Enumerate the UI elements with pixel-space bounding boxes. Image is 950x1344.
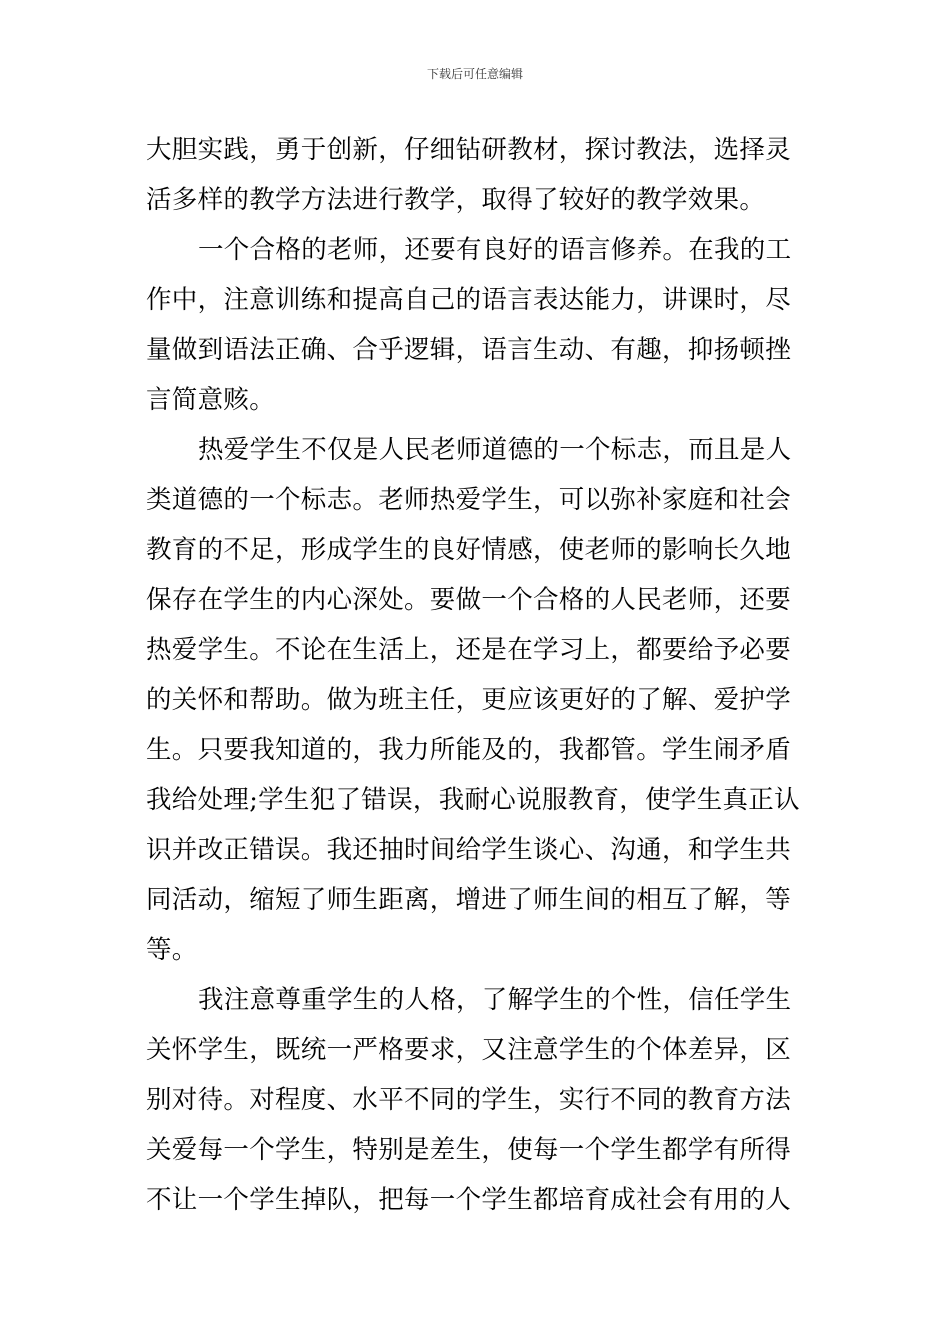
text-line: 作中，注意训练和提高自己的语言表达能力，讲课时，尽 <box>146 285 792 315</box>
text-line: 我给处理;学生犯了错误，我耐心说服教育，使学生真正认 <box>146 785 800 815</box>
text-line: 别对待。对程度、水平不同的学生，实行不同的教育方法 <box>146 1085 792 1115</box>
paragraph-first-line: 我注意尊重学生的人格，了解学生的个性，信任学生 <box>198 985 792 1015</box>
text-line: 类道德的一个标志。老师热爱学生，可以弥补家庭和社会 <box>146 485 792 515</box>
text-line: 活多样的教学方法进行教学，取得了较好的教学效果。 <box>146 185 766 215</box>
text-line: 不让一个学生掉队，把每一个学生都培育成社会有用的人 <box>146 1185 792 1215</box>
paragraph-first-line: 一个合格的老师，还要有良好的语言修养。在我的工 <box>198 235 792 265</box>
text-line: 保存在学生的内心深处。要做一个合格的人民老师，还要 <box>146 585 792 615</box>
body-text <box>146 125 808 1225</box>
text-line: 同活动，缩短了师生距离，增进了师生间的相互了解，等 <box>146 885 792 915</box>
text-line: 热爱学生。不论在生活上，还是在学习上，都要给予必要 <box>146 635 792 665</box>
text-line: 言简意赅。 <box>146 385 276 415</box>
text-line: 大胆实践，勇于创新，仔细钻研教材，探讨教法，选择灵 <box>146 135 792 165</box>
text-line: 等。 <box>146 935 198 965</box>
text-line: 识并改正错误。我还抽时间给学生谈心、沟通，和学生共 <box>146 835 792 865</box>
text-line: 关怀学生，既统一严格要求，又注意学生的个体差异，区 <box>146 1035 792 1065</box>
paragraph-first-line: 热爱学生不仅是人民老师道德的一个标志，而且是人 <box>198 435 792 465</box>
text-line: 的关怀和帮助。做为班主任，更应该更好的了解、爱护学 <box>146 685 792 715</box>
text-line: 关爱每一个学生，特别是差生，使每一个学生都学有所得 <box>146 1135 792 1165</box>
text-line: 生。只要我知道的，我力所能及的，我都管。学生闹矛盾 <box>146 735 792 765</box>
page-header: 下载后可任意编辑 <box>426 67 523 81</box>
text-line: 教育的不足，形成学生的良好情感，使老师的影响长久地 <box>146 535 792 565</box>
text-line: 量做到语法正确、合乎逻辑，语言生动、有趣，抑扬顿挫 <box>146 335 792 365</box>
